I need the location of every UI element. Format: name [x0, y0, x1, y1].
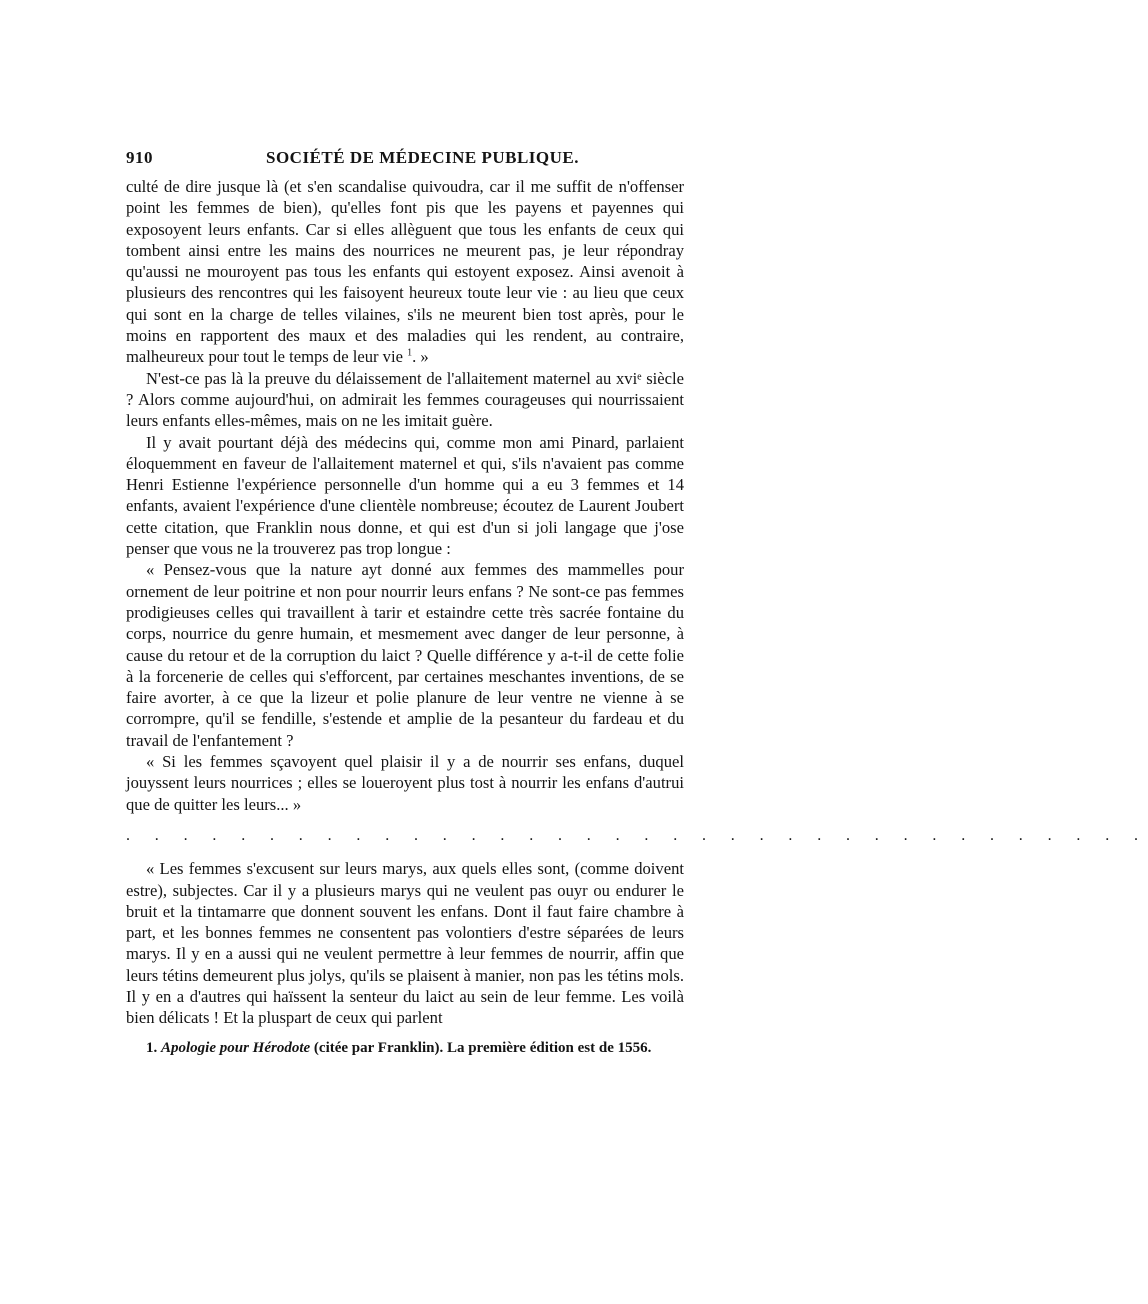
paragraph-6-quote: « Les femmes s'excusent sur leurs marys, aux quels elles sont, (comme doivent estre), subjectes. Car il y a plusieurs marys qui ne veulent pas ouyr ou endurer le bruit et la tintamarre que donnent souvent les enfans. Dont il faut faire chambre à part, et les bonnes femmes ne consentent pas volontiers d'estre séparées de leurs marys. Il y en a aussi qui ne veulent permettre à leur femmes de nourrir, affin que leurs tétins demeurent plus jolys, qu'ils se plaisent à manier, non pas les tétins mols. Il y en a d'autres qui haïssent la senteur du laict au sein de leur femme. Les voilà bien délicats ! Et la pluspart de ceux qui parlent — [126, 859, 684, 1028]
footnote — [126, 1039, 684, 1058]
paragraph-4-quote: « Pensez-vous que la nature ayt donné aux femmes des mammelles pour ornement de leur poitrine et non pour nourrir leurs enfans ? Ne sont-ce pas femmes prodigieuses celles qui travaillent à tarir et estaindre cette très sacrée fontaine du corps, nourrice du genre humain, et mesmement avec danger de leur personne, à cause du retour et de la corruption du laict ? Quelle différence y a-t-il de cette folie à la forcenerie de celles qui s'efforcent, par certaines meschantes inventions, de se faire avorter, à ce que la lizeur et polie planure de leur ventre ne vienne à se corrompre, qu'il se fendille, s'estende et amplie de la pesanteur du fardeau et du travail de l'enfantement ? — [126, 560, 684, 750]
page-number: 910 — [126, 148, 153, 167]
footnote-number: 1. — [146, 1039, 158, 1056]
footnote-reference: 1 — [407, 347, 413, 359]
paragraph-2: N'est-ce pas là la preuve du délaissement de l'allaitement maternel au xviᵉ siècle ? Alors comme aujourd'hui, on admirait les femmes courageuses qui nourrissaient leurs enfants elles-mêmes, mais on ne les imitait guère. — [126, 368, 684, 431]
paragraph-1-text: culté de dire jusque là (et s'en scandalise quivoudra, car il me suffit de n'offenser point les femmes de bien), qu'elles font pis que les payens et payennes qui exposoyent leurs enfants. Car si elles allèguent que tous les enfants de ceux qui tombent ainsi entre les mains des nourrices ne meurent pas, je leur répondray qu'aussi ne mouroyent pas tous les enfants qui estoyent exposez. Ainsi avenoit à plusieurs des rencontres qui les faisoyent heureux toute leur vie : au lieu que ceux qui sont en la charge de telles vilaines, s'ils ne meurent bien tost après, pour le moins en rapportent des maux et des maladies qui les rendent, au contraire, malheureux pour tout le temps de leur vie — [126, 177, 684, 367]
paragraph-1-tail: . » — [412, 347, 429, 367]
paragraph-1 — [126, 176, 684, 368]
ellipsis-dots: . . . . . . . . . . . . . . . . . . . . . . . . . . . . . . . . . . . . — [126, 826, 1148, 844]
body-text — [126, 176, 1148, 1029]
footnote-title: Apologie pour Hérodote — [161, 1039, 311, 1056]
footnote-text: (citée par Franklin). La première édition est de 1556. — [310, 1039, 652, 1056]
paragraph-5-quote: « Si les femmes sçavoyent quel plaisir il y a de nourrir ses enfans, duquel jouyssent leurs nourrices ; elles se loueroyent plus tost à nourrir les enfans d'autrui que de quitter les leurs... » — [126, 752, 684, 814]
paragraph-3: Il y avait pourtant déjà des médecins qui, comme mon ami Pinard, parlaient éloquemment en faveur de l'allaitement maternel et qui, s'ils n'avaient pas comme Henri Estienne l'expérience personnelle d'un homme qui a eu 3 femmes et 14 enfants, avaient l'expérience d'une clientèle nombreuse; écoutez de Laurent Joubert cette citation, que Franklin nous donne, et qui est d'un si joli langage que j'ose penser que vous ne la trouverez pas trop longue : — [126, 432, 684, 559]
running-head — [126, 148, 684, 168]
running-head-title: SOCIÉTÉ DE MÉDECINE PUBLIQUE. — [266, 148, 580, 167]
